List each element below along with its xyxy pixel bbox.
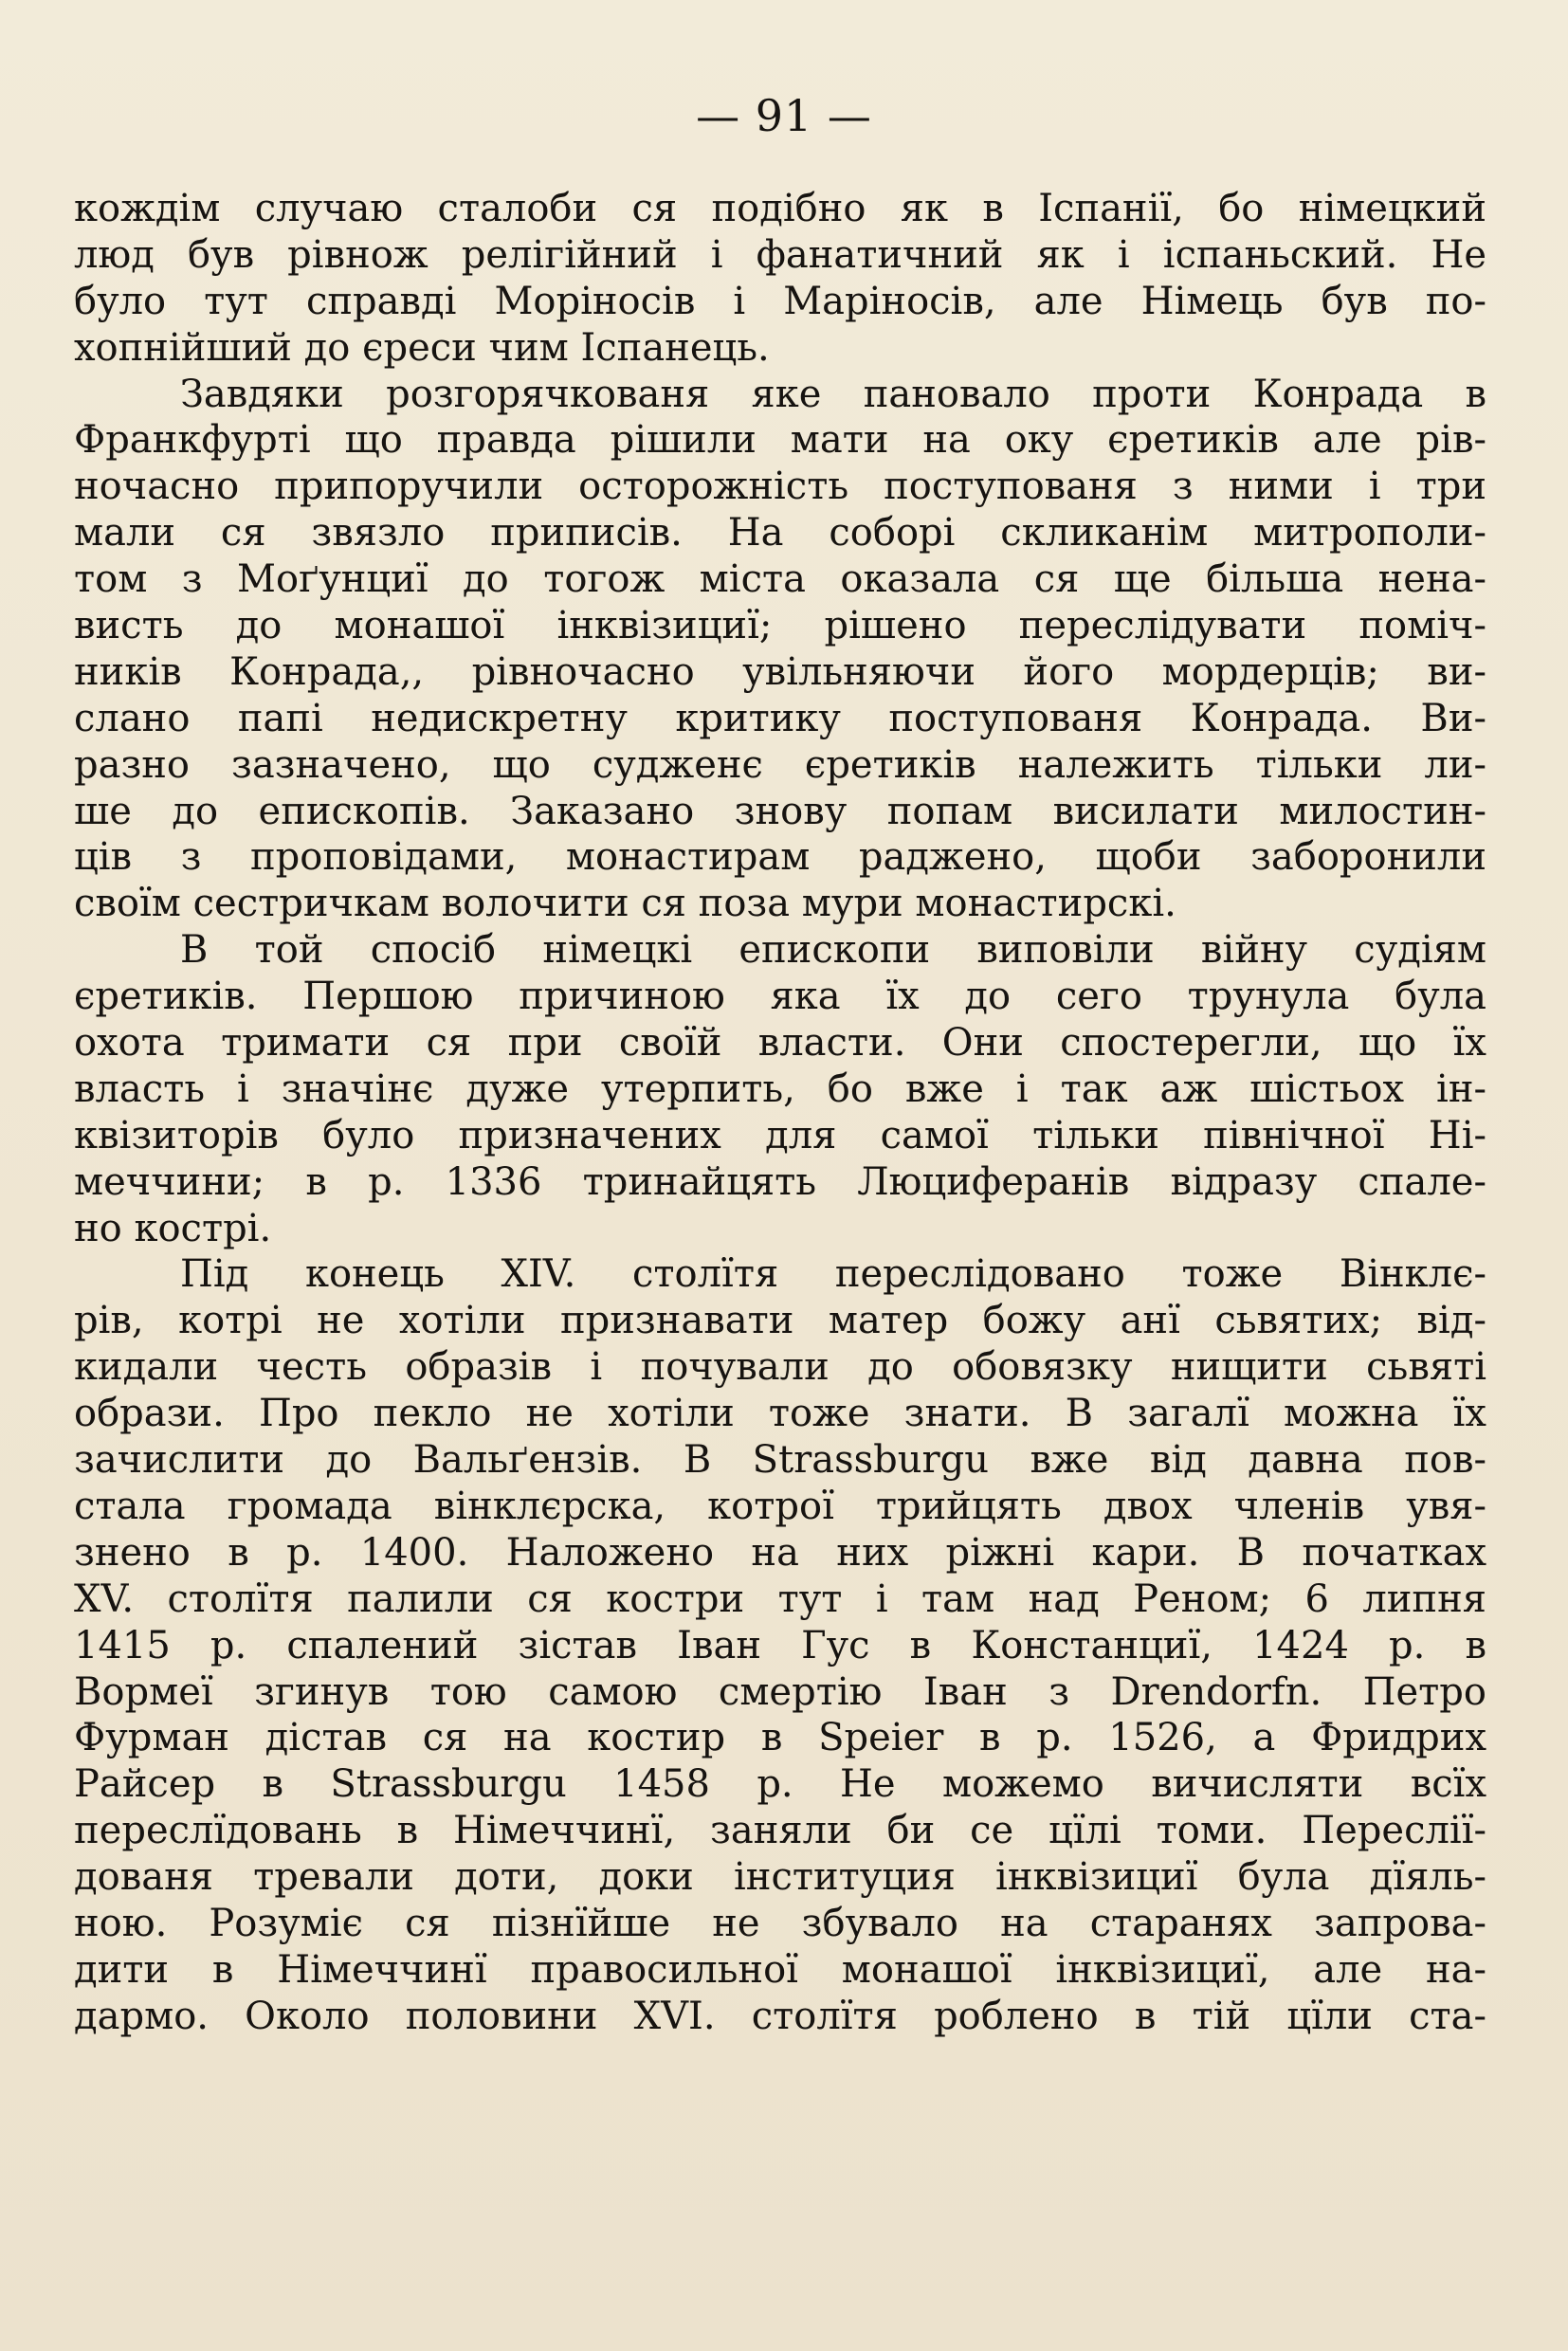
text-line: єретиків. Першою причиною яка їх до сего трунула була [74, 975, 1486, 1019]
text-line: образи. Про пекло не хотіли тоже знати. В загалї можна їх [74, 1392, 1486, 1436]
text-line: разно зазначено, що судженє єретиків належить тільки ли- [74, 742, 1486, 787]
page-number: — 91 — [696, 90, 872, 141]
text-line: хопнійший до єреси чим Іспанець. [74, 325, 770, 370]
text-line: ців з проповідами, монастирам раджено, щоби заборонили [74, 835, 1486, 880]
text-line: Райсер в Strassburgu 1458 р. Не можемо вичисляти всїх [74, 1762, 1486, 1807]
text-line: знено в р. 1400. Наложено на них ріжні кари. В початках [74, 1530, 1486, 1575]
text-line: XV. столїтя палили ся костри тут і там над Реном; 6 липня [74, 1576, 1486, 1621]
text-line: ною. Розуміє ся пізнїйше не збувало на старанях запрова- [74, 1901, 1486, 1945]
text-line: кидали честь образів і почували до обовязку нищити сьвяті [74, 1345, 1486, 1390]
text-line: своїм сестричкам волочити ся поза мури монастирскі. [74, 882, 1176, 926]
text-line: ше до епископів. Заказано знову попам висилати милостин- [74, 789, 1486, 833]
text-line: дованя тревали доти, доки інституция інквізициї була дїяль- [74, 1855, 1486, 1900]
text-line: Франкфурті що правда рішили мати на оку єретиків але рів- [74, 418, 1486, 463]
text-line: Фурман дістав ся на костир в Speier в р. 1526, а Фридрих [74, 1716, 1486, 1760]
text-line: люд був рівнож релігійний і фанатичний як і іспаньский. Не [74, 232, 1486, 277]
text-line: Завдяки розгорячкованя яке пановало проти Конрада в [180, 372, 1486, 416]
text-line: 1415 р. спалений зістав Іван Гус в Констанциї, 1424 р. в [74, 1623, 1486, 1668]
text-line: власть і значінє дуже утерпить, бо вже і так аж шістьох ін- [74, 1066, 1486, 1111]
text-line: ночасно припоручили осторожність поступованя з ними і три [74, 465, 1486, 509]
body-text [74, 186, 1486, 2040]
text-line: охота тримати ся при своїй власти. Они спостерегли, що їх [74, 1021, 1486, 1066]
text-line: дити в Німеччинї правосильної монашої інквізициї, але на- [74, 1947, 1486, 1992]
text-line: квізиторів було призначених для самої тільки північної Ні- [74, 1113, 1486, 1157]
text-line: Під конець XIV. столїтя переслідовано тоже Вінклє- [180, 1252, 1486, 1297]
text-line: В той спосіб німецкі епископи виповіли війну судіям [180, 928, 1486, 973]
text-line: кождім случаю сталоби ся подібно як в Іспанії, бо німецкий [74, 187, 1486, 230]
text-line: но кострі. [74, 1206, 272, 1250]
text-line: меччини; в р. 1336 тринайцять Люциферанів відразу спале- [74, 1159, 1486, 1204]
text-line: мали ся звязло приписів. На соборі скликанім митрополи- [74, 511, 1486, 556]
text-line: Вормеї згинув тою самою смертію Іван з Drendorfn. Петро [74, 1669, 1486, 1714]
text-line: зачислити до Вальґензів. В Strassburgu вже від давна пов- [74, 1438, 1486, 1483]
text-line: том з Моґунциї до тогож міста оказала ся ще більша нена- [74, 557, 1486, 602]
text-line: стала громада вінклєрска, котрої трийцять двох членів увя- [74, 1484, 1486, 1528]
text-line: дармо. Около половини XVI. столїтя роблено в тій цїли ста- [74, 1994, 1486, 2038]
text-line: висть до монашої інквізициї; рішено переслідувати поміч- [74, 604, 1486, 648]
text-line: слано папі недискретну критику поступованя Конрада. Ви- [74, 696, 1486, 740]
text-line: ників Конрада,, рівночасно увільняючи його мордерців; ви- [74, 649, 1486, 694]
text-line: переслїдовань в Німеччинї, заняли би се цїлі томи. Переслії- [74, 1809, 1486, 1853]
text-line: було тут справді Моріносів і Маріносів, але Німець був по- [74, 279, 1486, 323]
text-line: рів, котрі не хотіли признавати матер божу анї сьвятих; від- [74, 1299, 1486, 1343]
